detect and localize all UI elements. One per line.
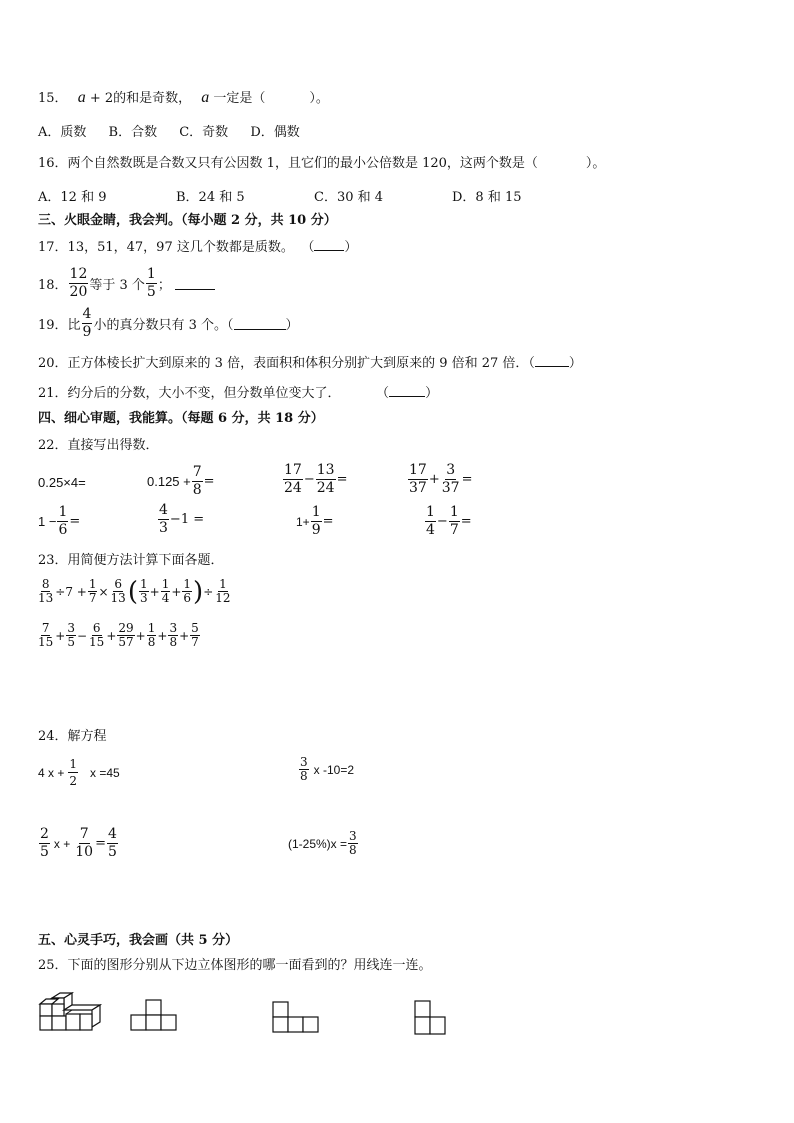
q16-stem: 16．两个自然数既是合数又只有公因数 1，且它们的最小公倍数是 120，这两个数是（ ）。 bbox=[38, 156, 606, 171]
q18-answer-blank[interactable] bbox=[175, 277, 215, 290]
q22-expr-1: 0.25×4= bbox=[38, 474, 86, 490]
q21-answer-blank[interactable] bbox=[389, 384, 425, 397]
view-square bbox=[273, 1017, 288, 1032]
q24-equation-4: (1-25%)x = $\frac{3}{8}$ bbox=[288, 829, 357, 857]
q24-equation-3: $\frac{2}{5}$ x + $\frac{7}{10}$ = $\frac{4}{5}$ bbox=[40, 826, 117, 860]
q22-title: 22．直接写出得数． bbox=[38, 438, 159, 453]
view-square bbox=[146, 1000, 161, 1015]
cube-face bbox=[80, 1014, 92, 1030]
q22-expr-2: 0.125 + $\frac{7}{8}$ = bbox=[147, 464, 215, 498]
view-square bbox=[131, 1015, 146, 1030]
q22-expr-8: $\frac{1}{4}$ − $\frac{1}{7}$ = bbox=[426, 504, 472, 538]
view-square bbox=[288, 1017, 303, 1032]
q25-view-3[interactable] bbox=[414, 1000, 448, 1036]
q25-text: 25．下面的图形分别从下边立体图形的哪一面看到的？用线连一连。 bbox=[38, 958, 432, 973]
view-square bbox=[146, 1015, 161, 1030]
cube-face bbox=[52, 1016, 66, 1030]
view-square bbox=[415, 1001, 430, 1017]
q16-option-a[interactable]: A．12 和 9 bbox=[38, 190, 107, 205]
q16-option-b[interactable]: B．24 和 5 bbox=[176, 190, 245, 205]
view-square bbox=[303, 1017, 318, 1032]
q15-option-c[interactable]: C．奇数 bbox=[179, 125, 229, 140]
q24-title: 24．解方程 bbox=[38, 729, 107, 744]
q16-option-c[interactable]: C．30 和 4 bbox=[314, 190, 384, 205]
q22-expr-3: $\frac{17}{24}$ − $\frac{13}{24}$ = bbox=[284, 462, 348, 496]
q18: 18． $\frac{12}{20}$ 等于 3 个 $\frac{1}{5}$ ； bbox=[38, 266, 215, 301]
q22-expr-6: $\frac{4}{3}$ −1 = bbox=[159, 502, 205, 536]
q23-title: 23．用简便方法计算下面各题． bbox=[38, 553, 224, 568]
q23-expr-2: $\frac{7}{15}$ + $\frac{3}{5}$ − $\frac{6}{15}$ + $\frac{29}{57}$ + $\frac{1}{8}$ + $\frac{3}{8}$ + $\frac{5}{7}$ bbox=[38, 621, 199, 649]
q22-expr-5: 1 − $\frac{1}{6}$ = bbox=[38, 504, 81, 538]
cube-face bbox=[40, 1004, 52, 1016]
cube-face bbox=[66, 1014, 80, 1030]
q15-var-a-2: a bbox=[201, 89, 210, 106]
q24-equation-1: 4 x + $\frac{1}{2}$ x =45 bbox=[38, 757, 120, 788]
q25-solid-figure[interactable] bbox=[38, 992, 102, 1034]
q24-equation-2: $\frac{3}{8}$ x -10=2 bbox=[300, 755, 354, 783]
q22-expr-4: $\frac{17}{37}$ + $\frac{3}{37}$ = bbox=[409, 462, 473, 496]
q15-option-d[interactable]: D．偶数 bbox=[250, 125, 300, 140]
section-3-title: 三、火眼金睛，我会判。（每小题 2 分，共 10 分） bbox=[38, 213, 337, 228]
q17: 17．13，51，47，97 这几个数都是质数。 （ ） bbox=[38, 240, 358, 255]
cube-face bbox=[52, 1004, 64, 1016]
q17-answer-blank[interactable] bbox=[314, 238, 344, 251]
view-square bbox=[273, 1002, 288, 1017]
q20-answer-blank[interactable] bbox=[535, 354, 569, 367]
section-5-title: 五、心灵手巧，我会画（共 5 分） bbox=[38, 933, 239, 948]
q22-expr-7: 1+ $\frac{1}{9}$ = bbox=[296, 504, 334, 538]
q18-fraction-1-5: $\frac{1}{5}$ bbox=[146, 266, 156, 300]
q19-answer-blank[interactable] bbox=[234, 317, 286, 330]
q15-option-b[interactable]: B．合数 bbox=[108, 125, 158, 140]
cube-face bbox=[40, 1016, 52, 1030]
q19-fraction-4-9: $\frac{4}{9}$ bbox=[82, 306, 92, 340]
q15-stem: 15． a + 2的和是奇数， a 一定是（ ）。 bbox=[38, 89, 329, 106]
q21: 21．约分后的分数，大小不变，但分数单位变大了． （ ） bbox=[38, 386, 439, 401]
q23-expr-1: $\frac{8}{13}$ ÷7 + $\frac{1}{7}$ × $\frac{6}{13}$ ( $\frac{1}{3}$ + $\frac{1}{4}$ + $\frac{1}{6}$ ) ÷ $\frac{1}{12}$ bbox=[38, 576, 231, 607]
q25-view-2[interactable] bbox=[272, 1000, 320, 1034]
q25-view-1[interactable] bbox=[130, 998, 178, 1032]
view-square bbox=[415, 1017, 430, 1034]
section-4-title: 四、细心审题，我能算。（每题 6 分，共 18 分） bbox=[38, 411, 324, 426]
q18-fraction-12-20: $\frac{12}{20}$ bbox=[69, 266, 88, 300]
view-square bbox=[430, 1017, 445, 1034]
q15-var-a: a bbox=[77, 89, 86, 106]
q16-option-d[interactable]: D．8 和 15 bbox=[452, 190, 522, 205]
q20: 20．正方体棱长扩大到原来的 3 倍，表面积和体积分别扩大到原来的 9 倍和 27 倍．（ ） bbox=[38, 356, 582, 371]
q15-option-a[interactable]: A．质数 bbox=[38, 125, 87, 140]
q19: 19．比 $\frac{4}{9}$ 小的真分数只有 3 个。（ ） bbox=[38, 306, 299, 340]
view-square bbox=[161, 1015, 176, 1030]
q15-options bbox=[38, 124, 300, 142]
